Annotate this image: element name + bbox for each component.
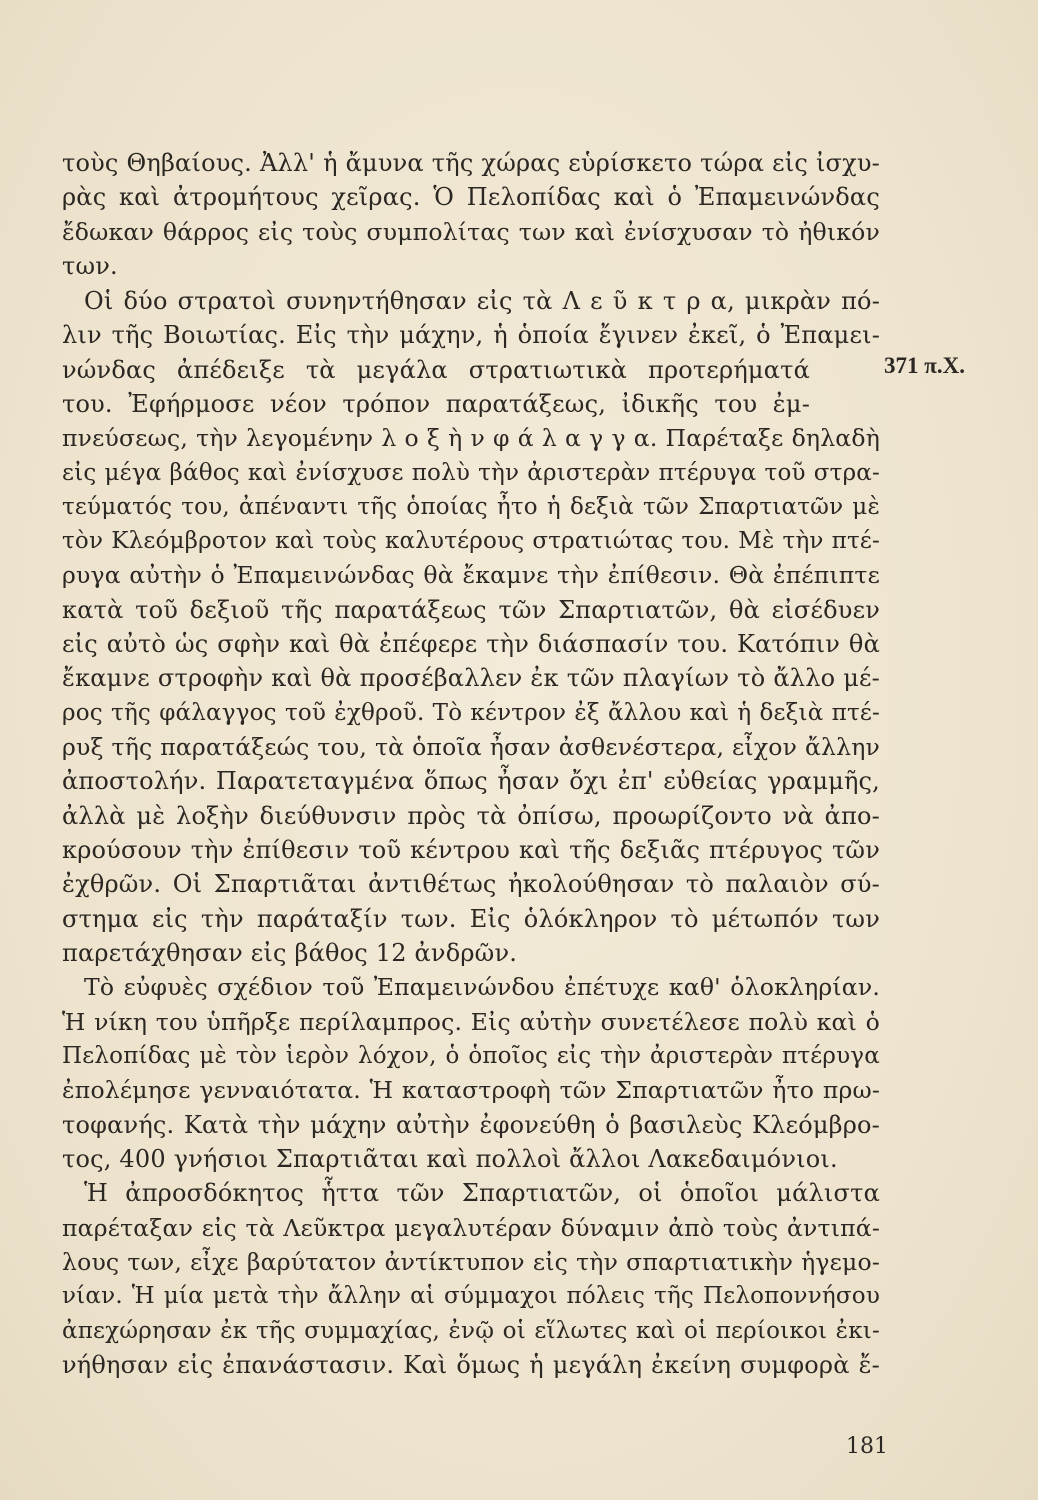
- text-line: Ἡ ἀπροσδόκητος ἧττα τῶν Σπαρτιατῶν, οἱ ὁποῖοι μάλιστα: [84, 1179, 880, 1207]
- text-line: παρέταξαν εἰς τὰ Λεῦκτρα μεγαλυτέραν δύναμιν ἀπὸ τοὺς ἀντιπά-: [62, 1214, 880, 1242]
- text-line: ἀπεχώρησαν ἐκ τῆς συμμαχίας, ἐνῷ οἱ εἵλωτες καὶ οἱ περίοικοι ἐκι-: [62, 1318, 880, 1344]
- text-line: λους των, εἶχε βαρύτατον ἀντίκτυπον εἰς τὴν σπαρτιατικὴν ἡγεμο-: [62, 1248, 880, 1276]
- text-line: ρὰς καὶ ἀτρομήτους χεῖρας. Ὁ Πελοπίδας καὶ ὁ Ἐπαμεινώνδας: [62, 183, 880, 211]
- text-line: ἐχθρῶν. Οἱ Σπαρτιᾶται ἀντιθέτως ἠκολούθησαν τὸ παλαιὸν σύ-: [62, 870, 880, 898]
- text-line: τοφανής. Κατὰ τὴν μάχην αὐτὴν ἐφονεύθη ὁ βασιλεὺς Κλεόμβρο-: [62, 1111, 880, 1139]
- text-line: στημα εἰς τὴν παράταξίν των. Εἰς ὁλόκληρον τὸ μέτωπόν των: [62, 905, 880, 933]
- text-line: εἰς αὐτὸ ὡς σφὴν καὶ θὰ ἐπέφερε τὴν διάσπασίν του. Κατόπιν θὰ: [62, 630, 880, 658]
- text-line: νώνδας ἀπέδειξε τὰ μεγάλα στρατιωτικὰ προτερήματά: [62, 356, 810, 384]
- text-line: ἀποστολήν. Παρατεταγμένα ὅπως ἦσαν ὄχι ἐπ' εὐθείας γραμμῆς,: [62, 767, 880, 795]
- text-line: ρος τῆς φάλαγγος τοῦ ἐχθροῦ. Τὸ κέντρον ἐξ ἄλλου καὶ ἡ δεξιὰ πτέ-: [62, 700, 880, 726]
- text-line: του. Ἐφήρμοσε νέον τρόπον παρατάξεως, ἰδικῆς του ἐμ-: [62, 390, 810, 418]
- text-line: τεύματός του, ἀπέναντι τῆς ὁποίας ἦτο ἡ δεξιὰ τῶν Σπαρτιατῶν μὲ: [62, 494, 880, 520]
- text-line: Πελοπίδας μὲ τὸν ἱερὸν λόχον, ὁ ὁποῖος εἰς τὴν ἀριστερὰν πτέρυγα: [62, 1043, 880, 1069]
- text-line: τὸν Κλεόμβροτον καὶ τοὺς καλυτέρους στρατιώτας του. Μὲ τὴν πτέ-: [62, 528, 880, 554]
- text-line: ἐπολέμησε γενναιότατα. Ἡ καταστροφὴ τῶν Σπαρτιατῶν ἦτο πρω-: [62, 1076, 880, 1104]
- text-line: Τὸ εὐφυὲς σχέδιον τοῦ Ἐπαμεινώνδου ἐπέτυχε καθ' ὁλοκληρίαν.: [84, 973, 880, 1001]
- text-line: τος, 400 γνήσιοι Σπαρτιᾶται καὶ πολλοὶ ἄλλοι Λακεδαιμόνιοι.: [62, 1145, 838, 1173]
- margin-date-note: 371 π.Χ.: [884, 353, 965, 378]
- text-line: πνεύσεως, τὴν λεγομένην λ ο ξ ὴ ν φ ά λ α γ γ α. Παρέταξε δηλαδὴ: [62, 424, 880, 452]
- text-line: ἔκαμνε στροφὴν καὶ θὰ προσέβαλλεν ἐκ τῶν πλαγίων τὸ ἄλλο μέ-: [62, 664, 880, 692]
- text-line: ἔδωκαν θάρρος εἰς τοὺς συμπολίτας των καὶ ἐνίσχυσαν τὸ ἠθικόν: [62, 218, 880, 246]
- text-line: νίαν. Ἡ μία μετὰ τὴν ἄλλην αἱ σύμμαχοι πόλεις τῆς Πελοποννήσου: [62, 1283, 880, 1309]
- text-line: των.: [62, 252, 118, 280]
- text-line: ρυγα αὐτὴν ὁ Ἐπαμεινώνδας θὰ ἔκαμνε τὴν ἐπίθεσιν. Θὰ ἐπέπιπτε: [62, 561, 880, 589]
- text-line: εἰς μέγα βάθος καὶ ἐνίσχυσε πολὺ τὴν ἀριστερὰν πτέρυγα τοῦ στρα-: [62, 460, 880, 486]
- text-line: κρούσουν τὴν ἐπίθεσιν τοῦ κέντρου καὶ τῆς δεξιᾶς πτέρυγος τῶν: [62, 836, 880, 864]
- text-line: τοὺς Θηβαίους. Ἀλλ' ἡ ἄμυνα τῆς χώρας εὑρίσκετο τώρα εἰς ἰσχυ-: [62, 149, 880, 177]
- page-number: 181: [846, 1434, 888, 1459]
- text-line: νήθησαν εἰς ἐπανάστασιν. Καὶ ὅμως ἡ μεγάλη ἐκείνη συμφορὰ ἔ-: [62, 1351, 880, 1379]
- text-line: ρυξ τῆς παρατάξεώς του, τὰ ὁποῖα ἦσαν ἀσθενέστερα, εἶχον ἄλλην: [62, 733, 880, 761]
- text-line: Ἡ νίκη του ὑπῆρξε περίλαμπρος. Εἰς αὐτὴν συνετέλεσε πολὺ καὶ ὁ: [62, 1008, 880, 1036]
- text-line: ἀλλὰ μὲ λοξὴν διεύθυνσιν πρὸς τὰ ὀπίσω, προωρίζοντο νὰ ἀπο-: [62, 802, 880, 830]
- text-line: κατὰ τοῦ δεξιοῦ τῆς παρατάξεως τῶν Σπαρτιατῶν, θὰ εἰσέδυεν: [62, 596, 880, 624]
- text-line: Οἱ δύο στρατοὶ συνηντήθησαν εἰς τὰ Λ ε ῦ κ τ ρ α, μικρὰν πό-: [84, 287, 880, 315]
- text-line: παρετάχθησαν εἰς βάθος 12 ἀνδρῶν.: [62, 939, 518, 967]
- text-line: λιν τῆς Βοιωτίας. Εἰς τὴν μάχην, ἡ ὁποία ἔγινεν ἐκεῖ, ὁ Ἐπαμει-: [62, 321, 880, 349]
